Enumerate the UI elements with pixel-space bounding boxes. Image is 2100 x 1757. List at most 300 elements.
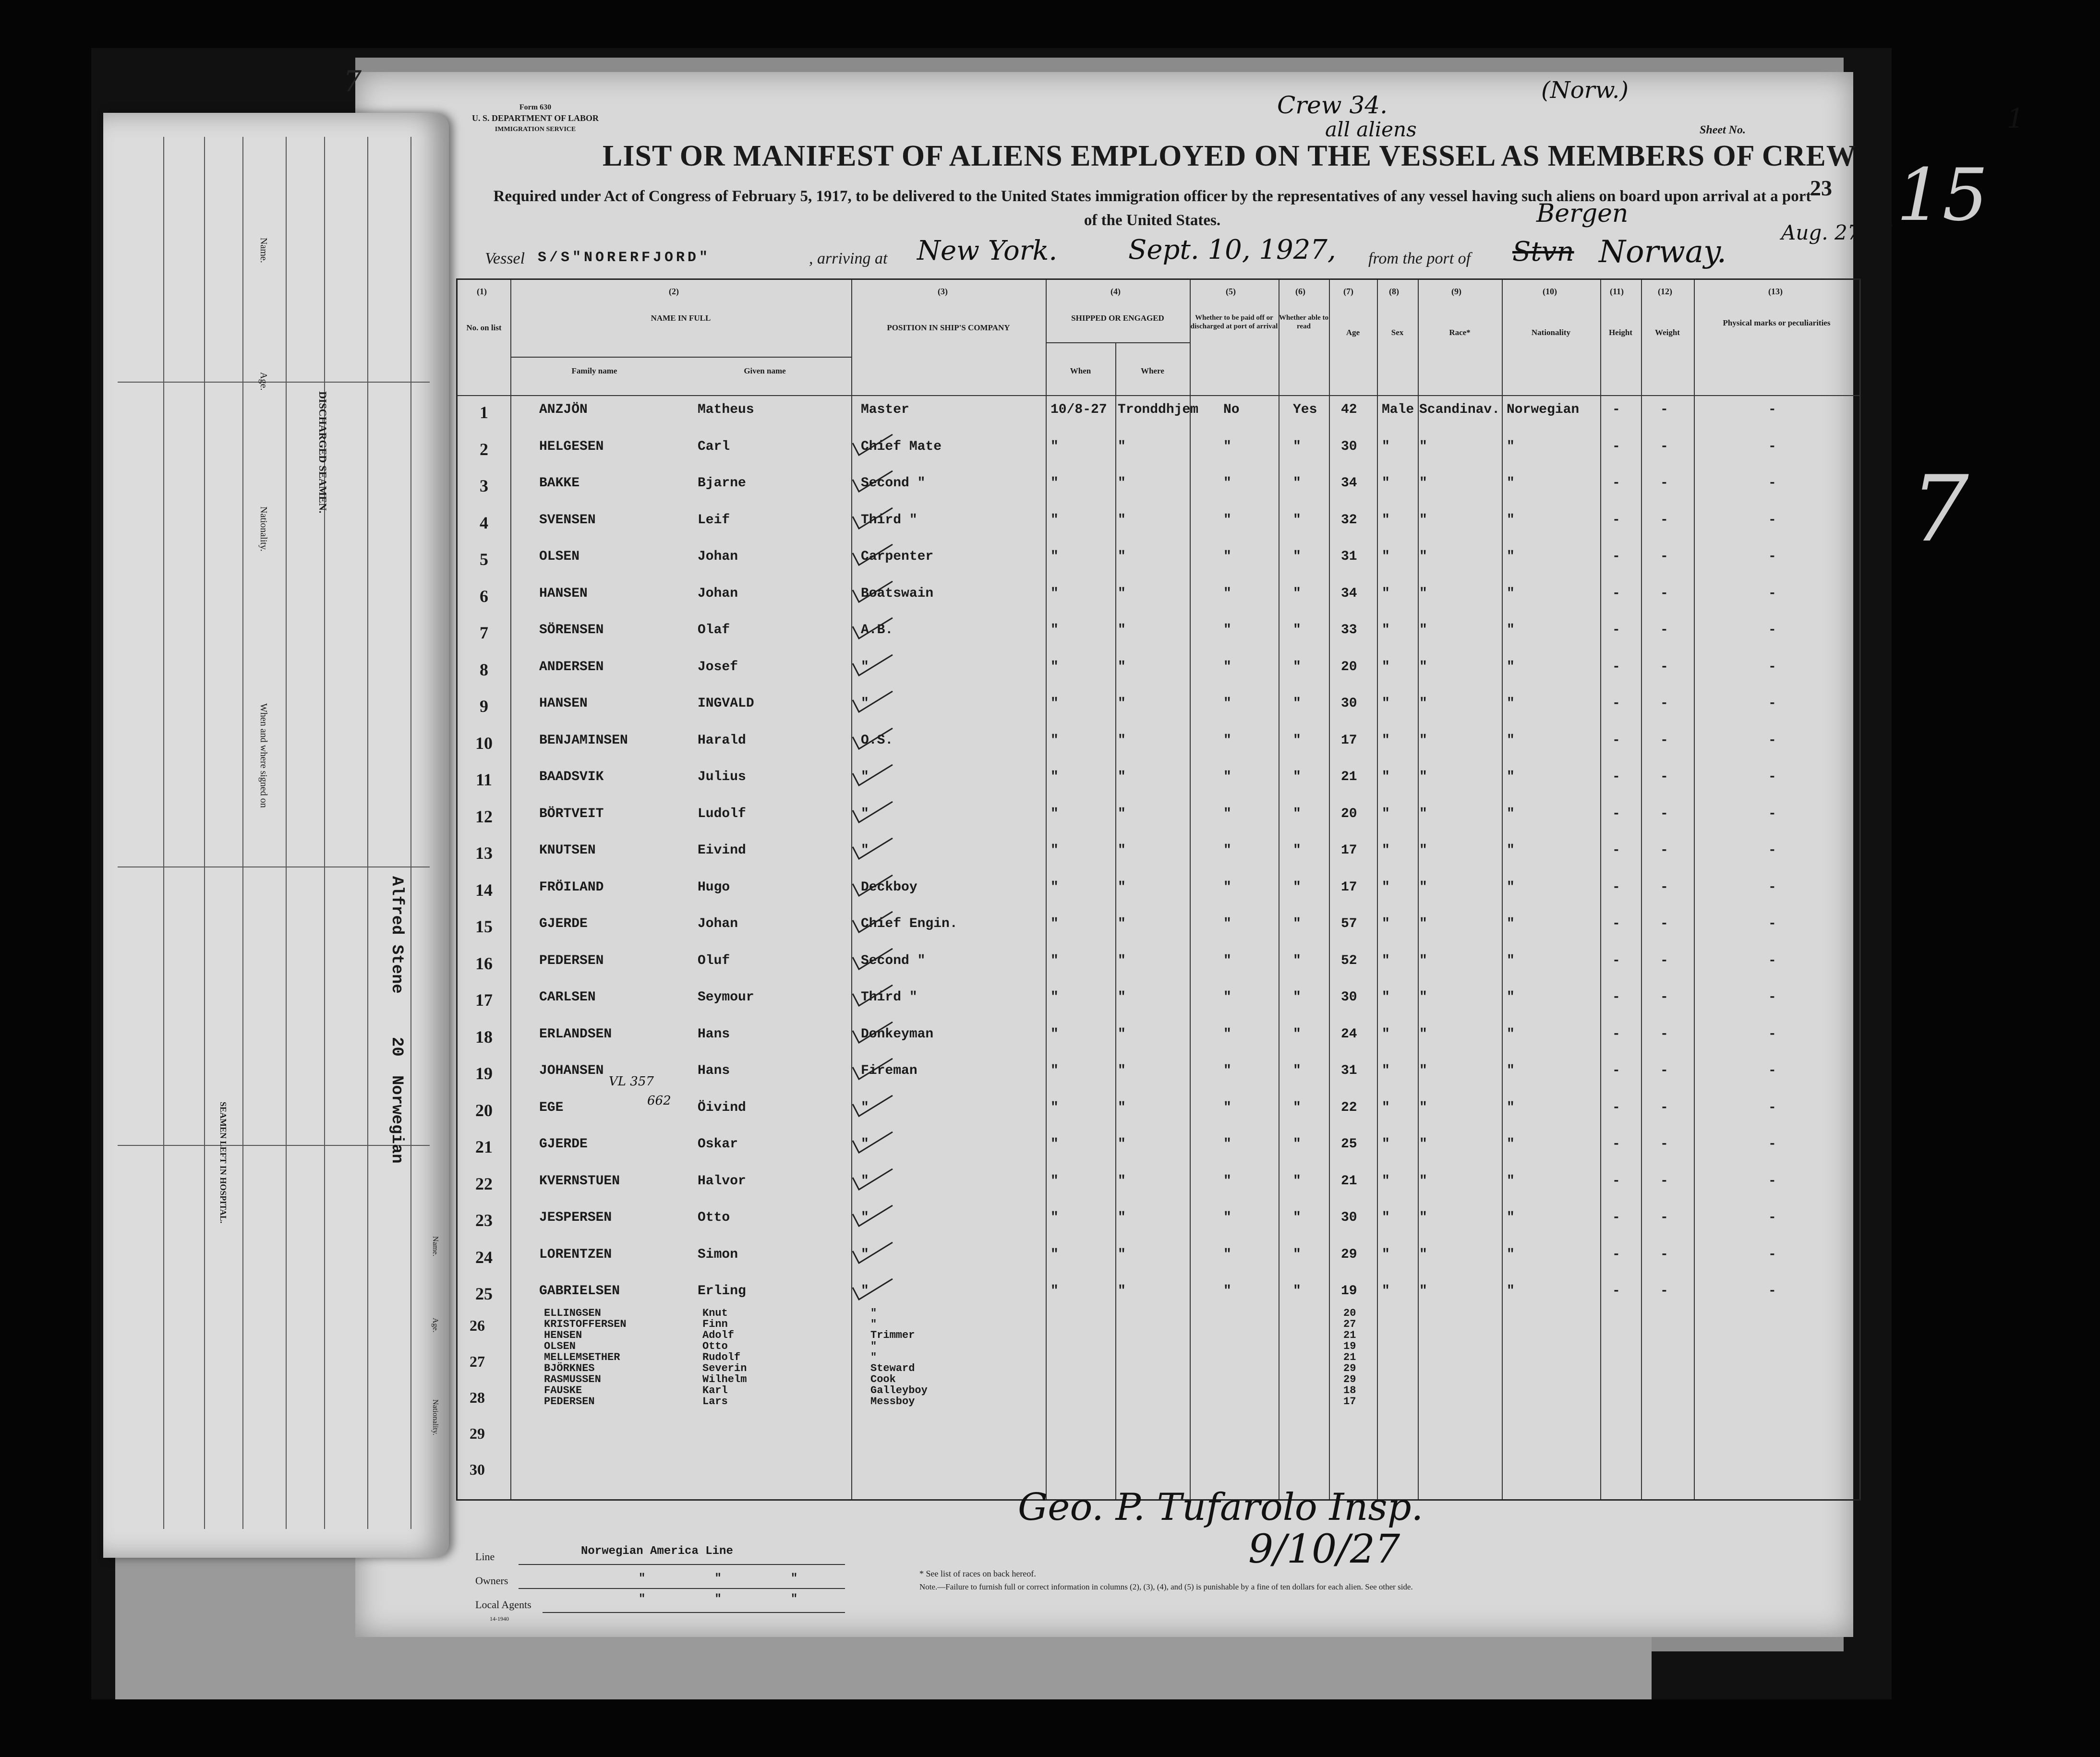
crew-sex: " <box>1382 512 1390 528</box>
service: IMMIGRATION SERVICE <box>495 126 576 133</box>
crew-weight: - <box>1660 1026 1668 1042</box>
row-number: 18 <box>475 1027 493 1047</box>
crew-position: Fireman <box>861 1063 917 1078</box>
crew-weight: - <box>1660 990 1668 1005</box>
crew-nationality: " <box>1507 879 1515 895</box>
crew-weight: - <box>1660 402 1668 417</box>
row-number: 3 <box>480 476 488 495</box>
col-head-read: Whether able to read <box>1279 314 1329 330</box>
crew-given-name: Ludolf <box>698 806 746 821</box>
crew-sex: " <box>1382 733 1390 748</box>
crew-weight: - <box>1660 843 1668 858</box>
check-mark-icon <box>850 948 893 972</box>
crew-nationality: " <box>1507 1137 1515 1152</box>
crew-nationality: " <box>1507 1210 1515 1225</box>
crew-shipped-when: 10/8-27 <box>1050 402 1107 417</box>
strip-nationality-label: Nationality. <box>258 506 269 552</box>
crew-height: - <box>1612 770 1620 784</box>
crew-paid-off: " <box>1223 623 1231 638</box>
crew-given-name: Erling <box>698 1284 746 1299</box>
table-row <box>458 1351 1859 1363</box>
check-mark-icon <box>850 874 893 898</box>
crew-nationality: " <box>1507 1173 1515 1189</box>
crew-age: 31 <box>1341 549 1357 564</box>
crew-race: " <box>1419 512 1427 528</box>
row-number: 2 <box>480 439 488 459</box>
crew-age: 24 <box>1341 1026 1357 1042</box>
crew-height: - <box>1612 1210 1620 1225</box>
strip-discharged-title: DISCHARGED SEAMEN. <box>317 391 329 514</box>
crew-shipped-where: " <box>1118 733 1126 748</box>
department: U. S. DEPARTMENT OF LABOR <box>471 113 599 123</box>
crew-marks: - <box>1768 512 1776 528</box>
crew-position: Second " <box>861 476 926 491</box>
crew-shipped-where: " <box>1118 1247 1126 1262</box>
crew-given-name: Olaf <box>698 623 730 638</box>
crew-position: Third " <box>861 990 917 1005</box>
margin-note-bottom: 662 <box>647 1094 671 1108</box>
crew-family-name: SVENSEN <box>539 512 596 528</box>
departure-date: Aug. 27/27 <box>1781 221 1893 244</box>
crew-marks: - <box>1768 770 1776 784</box>
crew-weight: - <box>1660 1284 1668 1299</box>
crew-family-name: MELLEMSETHER <box>544 1351 620 1363</box>
crew-race: " <box>1419 879 1427 895</box>
subhead-when: When <box>1070 366 1091 375</box>
crew-shipped-when: " <box>1050 439 1059 454</box>
check-mark-icon <box>850 764 893 788</box>
page-number: 23 <box>1810 176 1832 200</box>
crew-paid-off: " <box>1223 1173 1231 1189</box>
crew-given-name: Carl <box>698 439 730 454</box>
form-number: Form 630 <box>519 103 552 111</box>
table-row <box>458 623 1859 656</box>
manifest-title: LIST OR MANIFEST OF ALIENS EMPLOYED ON THE VESSEL AS MEMBERS OF CREW <box>603 140 1857 172</box>
row-number: 30 <box>470 1461 485 1478</box>
row-number: 23 <box>475 1211 493 1230</box>
vessel-label: Vessel <box>485 250 525 267</box>
table-row <box>458 696 1859 730</box>
crew-given-name: Rudolf <box>702 1351 741 1363</box>
crew-family-name: ANDERSEN <box>539 659 604 674</box>
crew-marks: - <box>1768 916 1776 931</box>
crew-position: " <box>861 696 869 711</box>
check-mark-icon <box>850 911 893 935</box>
crew-shipped-where: " <box>1118 1026 1126 1042</box>
crew-age: 21 <box>1341 1173 1357 1189</box>
crew-shipped-where: " <box>1118 512 1126 528</box>
margin-note-top: VL 357 <box>609 1074 654 1089</box>
col-head-sex: Sex <box>1391 328 1404 337</box>
crew-shipped-when: " <box>1050 1100 1059 1115</box>
crew-height: - <box>1612 1247 1620 1262</box>
crew-can-read: " <box>1293 1137 1301 1152</box>
crew-position: " <box>861 843 869 858</box>
crew-can-read: " <box>1293 1026 1301 1042</box>
crew-shipped-where: " <box>1118 879 1126 895</box>
crew-age: 17 <box>1341 733 1357 748</box>
crew-given-name: Halvor <box>698 1173 746 1189</box>
crew-race: " <box>1419 1063 1427 1078</box>
crew-family-name: FRÖILAND <box>539 879 604 895</box>
col-head-no: No. on list <box>466 323 502 332</box>
crew-can-read: " <box>1293 916 1301 931</box>
crew-family-name: GABRIELSEN <box>539 1284 620 1299</box>
race-note: * See list of races on back hereof. <box>919 1569 1036 1578</box>
crew-given-name: Hans <box>698 1026 730 1042</box>
table-row <box>458 1247 1859 1281</box>
crew-age: 17 <box>1343 1396 1356 1408</box>
crew-family-name: EGE <box>539 1100 564 1115</box>
crew-shipped-when: " <box>1050 1210 1059 1225</box>
crew-race: " <box>1419 549 1427 564</box>
crew-paid-off: " <box>1223 953 1231 968</box>
crew-paid-off: " <box>1223 696 1231 711</box>
crew-sex: " <box>1382 1247 1390 1262</box>
crew-age: 21 <box>1343 1351 1356 1363</box>
crew-shipped-when: " <box>1050 1173 1059 1189</box>
crew-nationality: Norwegian <box>1507 402 1580 417</box>
crew-height: - <box>1612 696 1620 711</box>
crew-family-name: KRISTOFFERSEN <box>544 1318 627 1330</box>
crew-shipped-where: " <box>1118 1100 1126 1115</box>
crew-nationality: " <box>1507 696 1515 711</box>
crew-height: - <box>1612 843 1620 858</box>
crew-shipped-when: " <box>1050 549 1059 564</box>
crew-age: 19 <box>1343 1340 1356 1352</box>
crew-can-read: " <box>1293 659 1301 674</box>
table-row <box>458 1362 1859 1374</box>
crew-can-read: " <box>1293 990 1301 1005</box>
crew-age: 29 <box>1341 1247 1357 1262</box>
check-mark-icon <box>850 1204 893 1228</box>
check-mark-icon <box>850 801 893 825</box>
crew-given-name: Hans <box>698 1063 730 1078</box>
crew-paid-off: " <box>1223 476 1231 491</box>
crew-family-name: JOHANSEN <box>539 1063 604 1078</box>
crew-weight: - <box>1660 879 1668 895</box>
crew-shipped-where: " <box>1118 1210 1126 1225</box>
table-row <box>458 1340 1859 1352</box>
crew-nationality: " <box>1507 843 1515 858</box>
crew-paid-off: " <box>1223 1247 1231 1262</box>
crew-shipped-where: " <box>1118 696 1126 711</box>
crew-shipped-when: " <box>1050 990 1059 1005</box>
table-row <box>458 513 1859 546</box>
table-row <box>458 1329 1859 1341</box>
crew-weight: - <box>1660 1247 1668 1262</box>
footer-agents-label: Local Agents <box>475 1599 531 1611</box>
crew-given-name: Adolf <box>702 1329 735 1341</box>
strip-entry-age: 20 <box>387 1037 406 1057</box>
crew-height: - <box>1612 659 1620 674</box>
crew-marks: - <box>1768 439 1776 454</box>
crew-race: " <box>1419 476 1427 491</box>
table-row <box>458 953 1859 987</box>
crew-sex: " <box>1382 1063 1390 1078</box>
crew-sex: " <box>1382 659 1390 674</box>
crew-shipped-when: " <box>1050 696 1059 711</box>
crew-age: 52 <box>1341 953 1357 968</box>
crew-position: Cook <box>870 1373 896 1385</box>
arriving-port: New York. <box>917 235 1058 266</box>
crew-family-name: KNUTSEN <box>539 843 596 858</box>
table-row <box>458 1307 1859 1319</box>
crew-family-name: BENJAMINSEN <box>539 733 628 748</box>
crew-race: " <box>1419 439 1427 454</box>
table-row <box>458 843 1859 877</box>
crew-can-read: " <box>1293 476 1301 491</box>
crew-paid-off: " <box>1223 512 1231 528</box>
crew-family-name: BAKKE <box>539 476 580 491</box>
check-mark-icon <box>850 1131 893 1155</box>
check-mark-icon <box>850 507 893 531</box>
check-mark-icon <box>850 654 893 678</box>
crew-given-name: Wilhelm <box>702 1373 747 1385</box>
crew-given-name: Hugo <box>698 879 730 895</box>
crew-position: " <box>861 1210 869 1225</box>
crew-position: " <box>870 1340 877 1352</box>
check-mark-icon <box>850 837 893 861</box>
row-number: 11 <box>475 770 492 789</box>
check-mark-icon <box>850 984 893 1008</box>
row-number: 9 <box>480 697 488 716</box>
crew-marks: - <box>1768 879 1776 895</box>
folded-strip <box>103 113 449 1558</box>
crew-family-name: CARLSEN <box>539 990 596 1005</box>
crew-nationality: " <box>1507 659 1515 674</box>
crew-position: Donkeyman <box>861 1026 934 1042</box>
table-row <box>458 990 1859 1023</box>
crew-race: " <box>1419 1026 1427 1042</box>
crew-nationality: " <box>1507 1063 1515 1078</box>
crew-family-name: BAADSVIK <box>539 770 604 784</box>
crew-sex: " <box>1382 916 1390 931</box>
penalty-note: Note.—Failure to furnish full or correct information in columns (2), (3), (4), and (5) is punishable by a fine of ten dollars for each alien. See other side. <box>919 1582 1413 1591</box>
row-number: 1 <box>480 403 488 422</box>
crew-sex: " <box>1382 439 1390 454</box>
crew-family-name: ERLANDSEN <box>539 1026 612 1042</box>
crew-given-name: Seymour <box>698 990 754 1005</box>
crew-family-name: SÖRENSEN <box>539 623 604 638</box>
crew-nationality: " <box>1507 953 1515 968</box>
signature-date: 9/10/27 <box>1248 1527 1400 1572</box>
col-head-position: POSITION IN SHIP'S COMPANY <box>887 323 1010 332</box>
crew-height: - <box>1612 733 1620 748</box>
crew-age: 32 <box>1341 512 1357 528</box>
subhead-given: Given name <box>744 366 786 375</box>
crew-sex: " <box>1382 1210 1390 1225</box>
col-head-nationality: Nationality <box>1531 328 1571 337</box>
crew-shipped-when: " <box>1050 953 1059 968</box>
crew-paid-off: " <box>1223 549 1231 564</box>
crew-race: " <box>1419 990 1427 1005</box>
crew-marks: - <box>1768 733 1776 748</box>
crew-position: " <box>861 1100 869 1115</box>
crew-weight: - <box>1660 806 1668 821</box>
crew-weight: - <box>1660 1173 1668 1189</box>
crew-nationality: " <box>1507 1284 1515 1299</box>
crew-family-name: LORENTZEN <box>539 1247 612 1262</box>
table-row <box>458 476 1859 509</box>
crew-marks: - <box>1768 1210 1776 1225</box>
crew-position: Third " <box>861 512 917 528</box>
crew-height: - <box>1612 623 1620 638</box>
crew-nationality: " <box>1507 586 1515 601</box>
crew-marks: - <box>1768 549 1776 564</box>
crew-height: - <box>1612 402 1620 417</box>
check-mark-icon <box>850 727 893 751</box>
crew-position: Chief Engin. <box>861 916 958 931</box>
crew-height: - <box>1612 512 1620 528</box>
crew-height: - <box>1612 953 1620 968</box>
crew-position: " <box>870 1318 877 1330</box>
crew-age: 27 <box>1343 1318 1356 1330</box>
row-number: 17 <box>475 990 493 1010</box>
edge-mark-top-right: 15 <box>1896 154 1988 237</box>
crew-nationality: " <box>1507 549 1515 564</box>
strip-age-label: Age. <box>258 372 269 391</box>
inspector-signature: Geo. P. Tufarolo Insp. <box>1018 1486 1424 1529</box>
crew-shipped-where: " <box>1118 916 1126 931</box>
crew-can-read: " <box>1293 512 1301 528</box>
row-number: 24 <box>475 1247 493 1267</box>
table-row <box>458 733 1859 767</box>
crew-given-name: Matheus <box>698 402 754 417</box>
edge-mark-top-left: 7 <box>343 65 362 98</box>
check-mark-icon <box>850 690 893 714</box>
check-mark-icon <box>850 1021 893 1045</box>
edge-mark-mid-right: 7 <box>1911 456 1969 562</box>
crew-given-name: Severin <box>702 1362 747 1374</box>
crew-given-name: Otto <box>702 1340 728 1352</box>
crew-weight: - <box>1660 1210 1668 1225</box>
subhead-where: Where <box>1141 366 1164 375</box>
crew-given-name: Eivind <box>698 843 746 858</box>
col-head-marks: Physical marks or peculiarities <box>1723 318 1831 327</box>
crew-given-name: Lars <box>702 1396 728 1408</box>
crew-family-name: ELLINGSEN <box>544 1307 601 1319</box>
row-number: 21 <box>475 1137 493 1156</box>
crew-race: " <box>1419 586 1427 601</box>
check-mark-icon <box>850 1058 893 1082</box>
crew-race: " <box>1419 733 1427 748</box>
crew-marks: - <box>1768 1063 1776 1078</box>
crew-shipped-where: " <box>1118 806 1126 821</box>
crew-paid-off: " <box>1223 879 1231 895</box>
crew-given-name: Johan <box>698 916 738 931</box>
strip-when-where-label: When and where signed on <box>258 703 269 808</box>
crew-marks: - <box>1768 1100 1776 1115</box>
crew-position: Master <box>861 402 909 417</box>
table-row <box>458 1027 1859 1060</box>
sheet-label: Sheet No. <box>1700 124 1746 136</box>
crew-paid-off: " <box>1223 659 1231 674</box>
crew-shipped-where: " <box>1118 1173 1126 1189</box>
crew-family-name: HANSEN <box>539 586 588 601</box>
crew-weight: - <box>1660 1137 1668 1152</box>
crew-nationality: " <box>1507 916 1515 931</box>
aliens-note: all aliens <box>1325 118 1417 141</box>
crew-race: " <box>1419 1137 1427 1152</box>
table-row <box>458 1318 1859 1330</box>
check-mark-icon <box>850 433 893 457</box>
crew-shipped-when: " <box>1050 916 1059 931</box>
crew-sex: " <box>1382 879 1390 895</box>
crew-nationality: " <box>1507 770 1515 784</box>
crew-age: 20 <box>1341 806 1357 821</box>
crew-position: " <box>870 1351 877 1363</box>
row-number: 10 <box>475 733 493 753</box>
crew-race: " <box>1419 1210 1427 1225</box>
crew-family-name: JESPERSEN <box>539 1210 612 1225</box>
row-number: 29 <box>470 1425 485 1442</box>
table-row <box>458 586 1859 620</box>
crew-position: " <box>861 770 869 784</box>
crew-shipped-where: " <box>1118 953 1126 968</box>
crew-weight: - <box>1660 1100 1668 1115</box>
crew-family-name: PEDERSEN <box>539 953 604 968</box>
crew-sex: " <box>1382 623 1390 638</box>
table-row <box>458 402 1859 436</box>
subhead-family: Family name <box>571 366 617 375</box>
port-of-departure: Bergen <box>1536 199 1629 228</box>
crew-nationality: " <box>1507 806 1515 821</box>
crew-nationality: " <box>1507 439 1515 454</box>
table-row <box>458 1137 1859 1170</box>
row-number: 5 <box>480 550 488 569</box>
crew-race: " <box>1419 843 1427 858</box>
col-head-weight: Weight <box>1655 328 1680 337</box>
crew-paid-off: " <box>1223 1063 1231 1078</box>
footer-line-label: Line <box>475 1551 495 1563</box>
crew-shipped-when: " <box>1050 586 1059 601</box>
row-number: 19 <box>475 1064 493 1083</box>
table-row <box>458 439 1859 473</box>
crew-shipped-where: " <box>1118 439 1126 454</box>
crew-weight: - <box>1660 1063 1668 1078</box>
crew-nationality: " <box>1507 476 1515 491</box>
crew-weight: - <box>1660 623 1668 638</box>
crew-marks: - <box>1768 843 1776 858</box>
crew-height: - <box>1612 1137 1620 1152</box>
col-num-1: (1) <box>477 287 487 296</box>
arrival-date: Sept. 10, 1927, <box>1128 234 1336 265</box>
crew-shipped-when: " <box>1050 623 1059 638</box>
crew-nationality: " <box>1507 623 1515 638</box>
crew-can-read: " <box>1293 623 1301 638</box>
crew-shipped-when: " <box>1050 512 1059 528</box>
norw-note: (Norw.) <box>1541 77 1629 104</box>
crew-shipped-where: " <box>1118 1284 1126 1299</box>
crew-sex: Male <box>1382 402 1414 417</box>
crew-race: " <box>1419 1100 1427 1115</box>
crew-sex: " <box>1382 843 1390 858</box>
crew-given-name: Josef <box>698 659 738 674</box>
row-number: 14 <box>475 880 493 900</box>
crew-marks: - <box>1768 402 1776 417</box>
crew-position: Messboy <box>870 1396 915 1408</box>
crew-can-read: Yes <box>1293 402 1317 417</box>
col-num-13: (13) <box>1768 287 1783 296</box>
crew-race: " <box>1419 1247 1427 1262</box>
crew-weight: - <box>1660 549 1668 564</box>
row-number: 28 <box>470 1389 485 1406</box>
crew-shipped-where: " <box>1118 586 1126 601</box>
crew-shipped-when: " <box>1050 843 1059 858</box>
crew-marks: - <box>1768 1173 1776 1189</box>
crew-height: - <box>1612 916 1620 931</box>
